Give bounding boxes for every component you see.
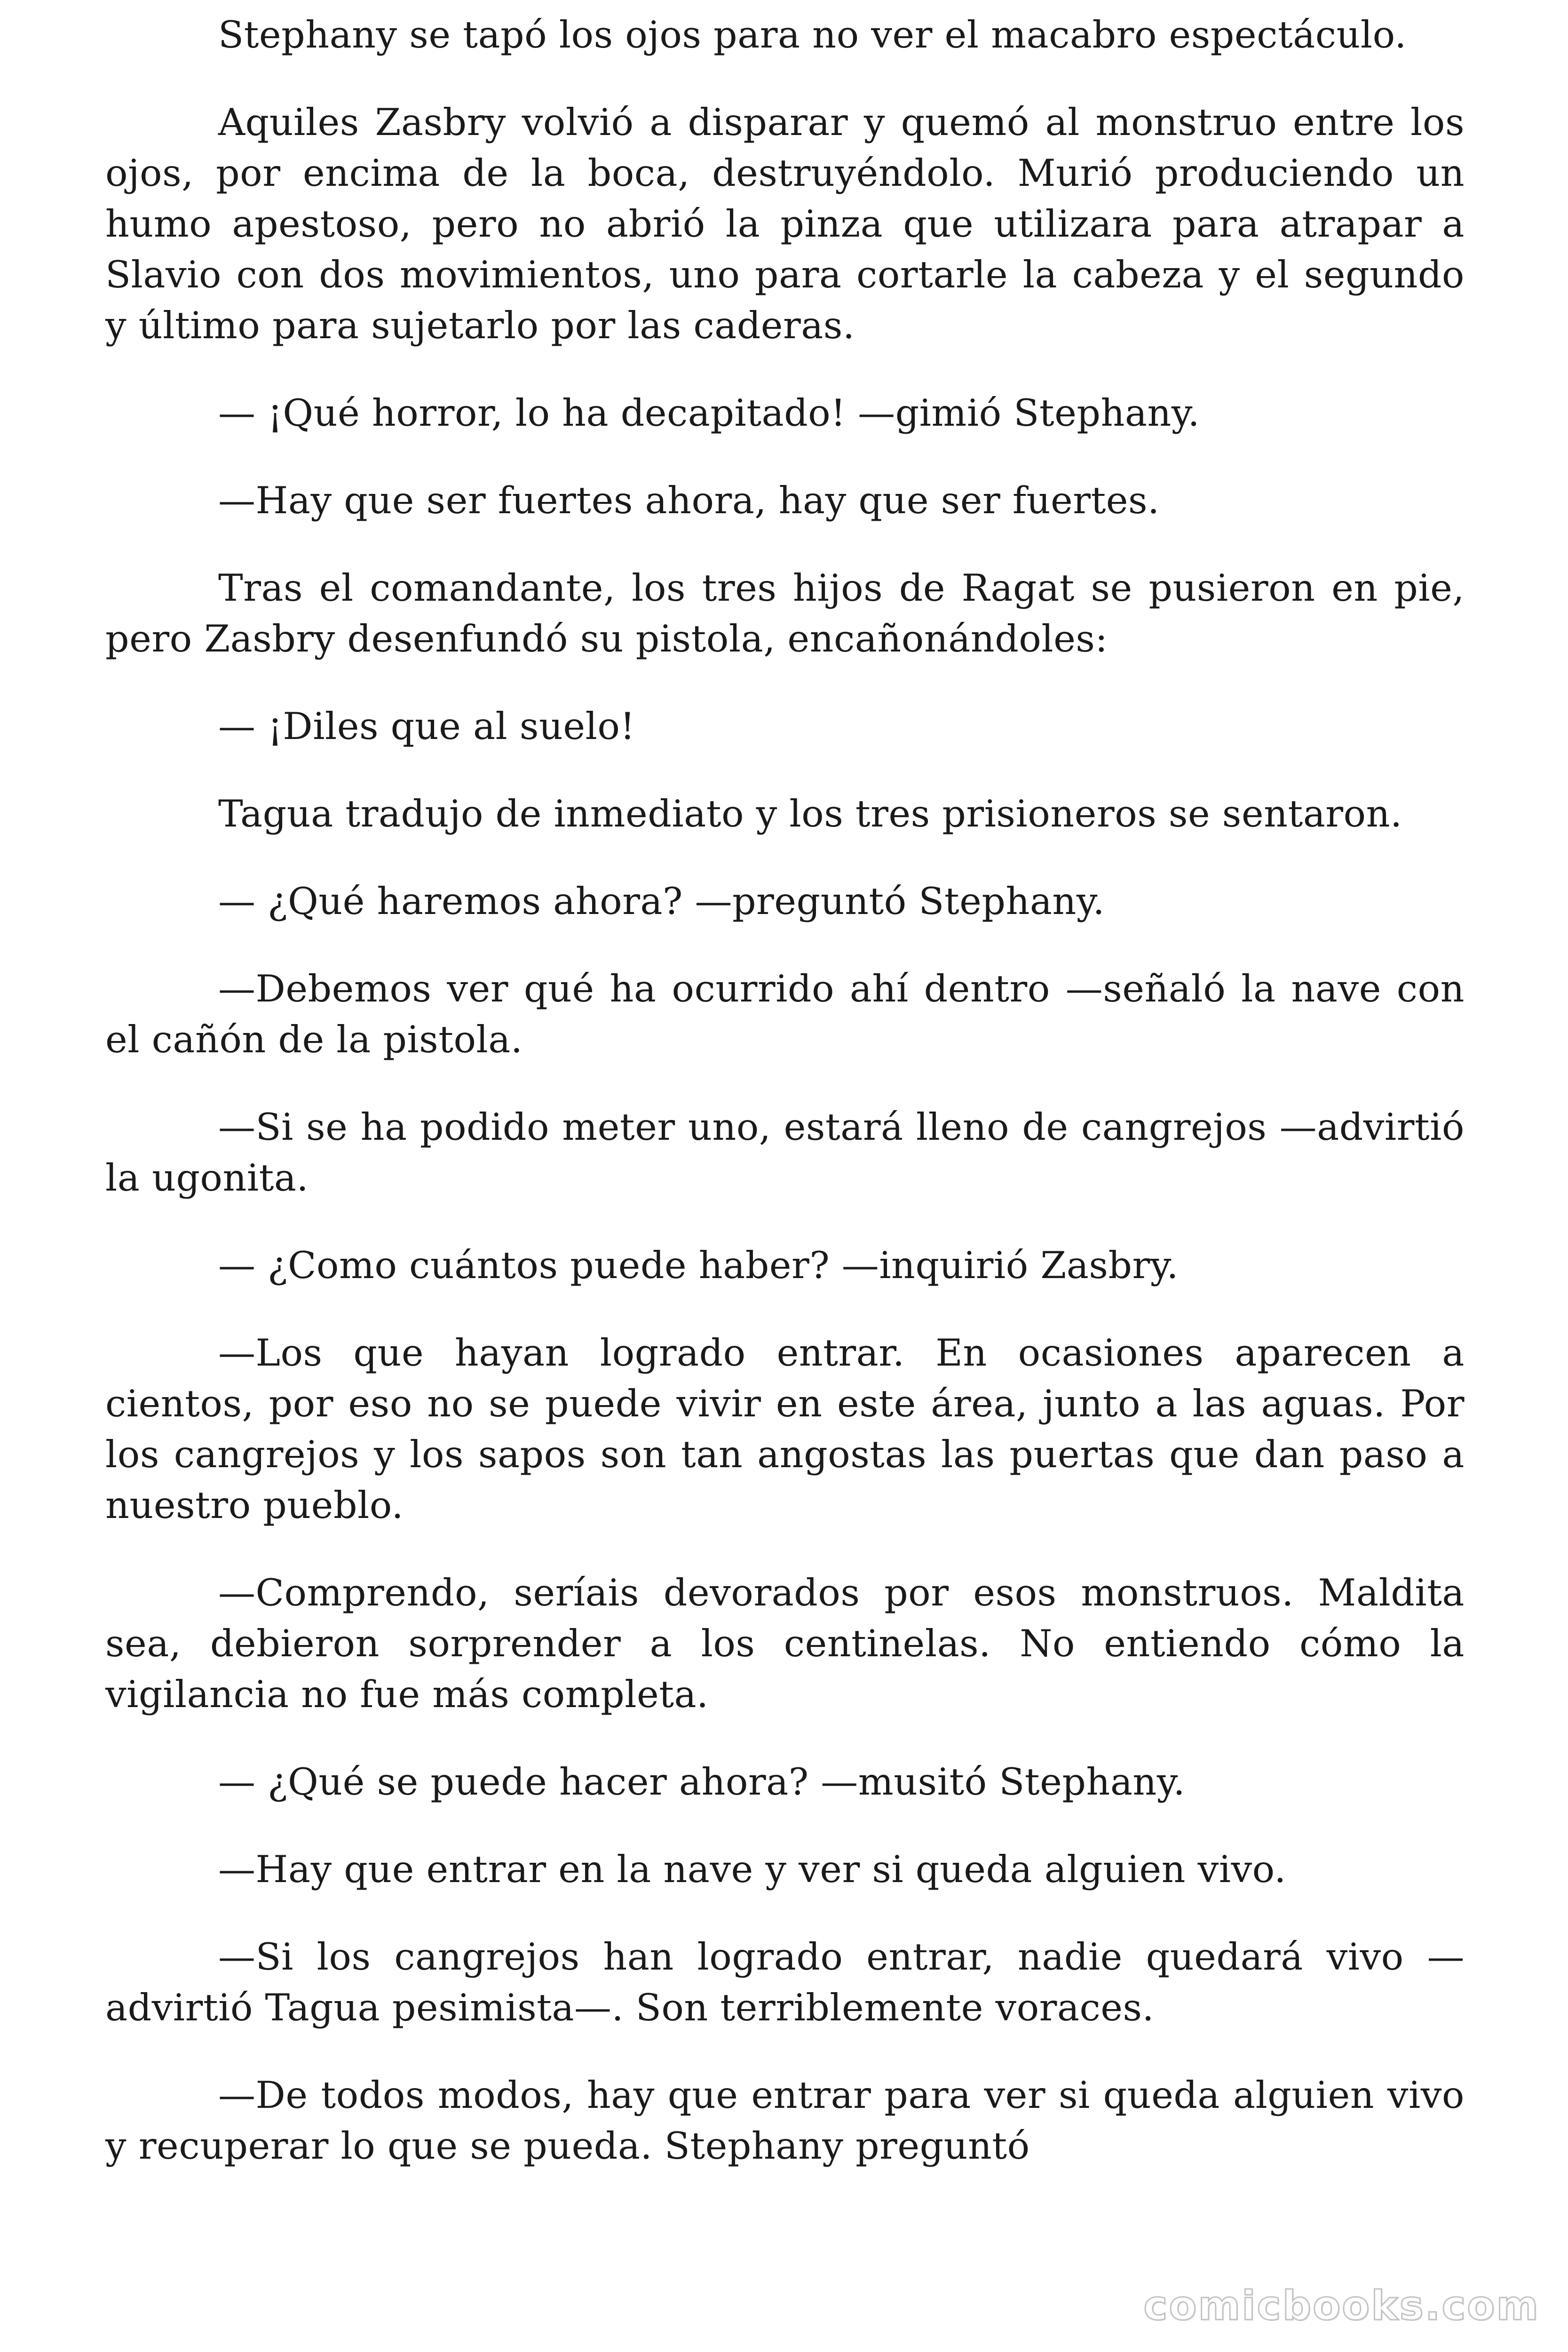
paragraph: —Si los cangrejos han logrado entrar, nadie quedará vivo —advirtió Tagua pesimista—. Son terriblemente voraces. [105, 1935, 1465, 2029]
paragraph: —Debemos ver qué ha ocurrido ahí dentro —señaló la nave con el cañón de la pistola. [105, 967, 1465, 1061]
paragraph: — ¿Qué haremos ahora? —preguntó Stephany. [218, 880, 1105, 923]
paragraph: — ¿Qué se puede hacer ahora? —musitó Stephany. [218, 1760, 1186, 1804]
paragraph: —Hay que entrar en la nave y ver si queda alguien vivo. [218, 1848, 1286, 1891]
paragraph: — ¿Como cuántos puede haber? —inquirió Zasbry. [218, 1244, 1179, 1287]
paragraph: — ¡Diles que al suelo! [218, 705, 635, 748]
page-text [105, 9, 1465, 2171]
paragraph: —De todos modos, hay que entrar para ver si queda alguien vivo y recuperar lo que se pueda. Stephany preguntó [105, 2074, 1465, 2168]
paragraph: Stephany se tapó los ojos para no ver el macabro espectáculo. [218, 13, 1407, 56]
paragraph: — ¡Qué horror, lo ha decapitado! —gimió Stephany. [218, 391, 1200, 435]
paragraph: Tras el comandante, los tres hijos de Ragat se pusieron en pie, pero Zasbry desenfundó su pistola, encañonándoles: [105, 566, 1465, 660]
paragraph: —Comprendo, seríais devorados por esos monstruos. Maldita sea, debieron sorprender a los centinelas. No entiendo cómo la vigilancia no fue más completa. [105, 1571, 1465, 1716]
paragraph: Aquiles Zasbry volvió a disparar y quemó al monstruo entre los ojos, por encima de la boca, destruyéndolo. Murió produciendo un humo apestoso, pero no abrió la pinza que utilizara para atrapar a Slavio con dos movimientos, uno para cortarle la cabeza y el segundo y último para sujetarlo por las caderas. [105, 101, 1465, 347]
paragraph: —Si se ha podido meter uno, estará lleno de cangrejos —advirtió la ugonita. [105, 1105, 1465, 1200]
watermark: comicbooks.com [1143, 2282, 1540, 2329]
paragraph: Tagua tradujo de inmediato y los tres prisioneros se sentaron. [218, 792, 1402, 835]
paragraph: —Hay que ser fuertes ahora, hay que ser fuertes. [218, 479, 1160, 522]
paragraph: —Los que hayan logrado entrar. En ocasiones aparecen a cientos, por eso no se puede vivir en este área, junto a las aguas. Por los cangrejos y los sapos son tan angostas las puertas que dan paso a nuestro pueblo. [105, 1331, 1465, 1527]
